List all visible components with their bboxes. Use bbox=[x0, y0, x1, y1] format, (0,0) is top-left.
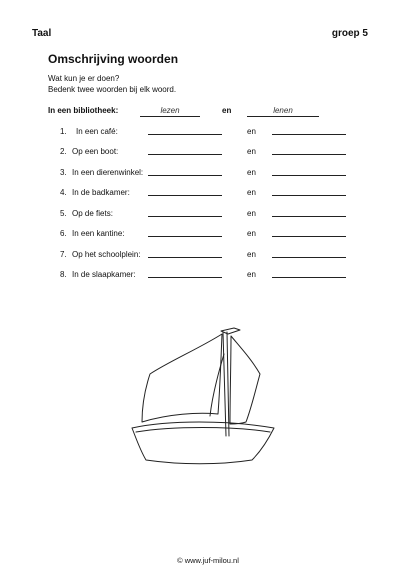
row-label: In de slaapkamer: bbox=[72, 270, 136, 279]
example-line-2 bbox=[247, 116, 319, 117]
answer-line-2[interactable] bbox=[272, 236, 346, 237]
row-en: en bbox=[247, 168, 256, 177]
answer-line-2[interactable] bbox=[272, 195, 346, 196]
answer-line-2[interactable] bbox=[272, 134, 346, 135]
page-title: Omschrijving woorden bbox=[48, 52, 179, 66]
row-en: en bbox=[247, 270, 256, 279]
row-label: In een dierenwinkel: bbox=[72, 168, 144, 177]
row-number: 7. bbox=[60, 250, 67, 259]
answer-line-1[interactable] bbox=[148, 277, 222, 278]
copyright-footer: © www.juf-milou.nl bbox=[177, 556, 239, 565]
row-number: 3. bbox=[60, 168, 67, 177]
intro-instruction: Bedenk twee woorden bij elk woord. bbox=[48, 85, 177, 94]
answer-line-2[interactable] bbox=[272, 216, 346, 217]
answer-line-2[interactable] bbox=[272, 154, 346, 155]
row-number: 8. bbox=[60, 270, 67, 279]
answer-line-1[interactable] bbox=[148, 195, 222, 196]
row-label: Op het schoolplein: bbox=[72, 250, 141, 259]
row-number: 1. bbox=[60, 127, 67, 136]
answer-line-1[interactable] bbox=[148, 175, 222, 176]
intro-question: Wat kun je er doen? bbox=[48, 74, 120, 83]
row-en: en bbox=[247, 188, 256, 197]
row-label: Op een boot: bbox=[72, 147, 119, 156]
grade-label: groep 5 bbox=[331, 28, 368, 39]
row-en: en bbox=[247, 147, 256, 156]
row-en: en bbox=[247, 209, 256, 218]
answer-line-1[interactable] bbox=[148, 216, 222, 217]
answer-line-1[interactable] bbox=[148, 134, 222, 135]
row-number: 2. bbox=[60, 147, 67, 156]
row-label: In een kantine: bbox=[72, 229, 125, 238]
row-en: en bbox=[247, 250, 256, 259]
answer-line-1[interactable] bbox=[148, 236, 222, 237]
example-line-1 bbox=[140, 116, 200, 117]
answer-line-1[interactable] bbox=[148, 257, 222, 258]
row-en: en bbox=[247, 127, 256, 136]
row-number: 5. bbox=[60, 209, 67, 218]
row-label: Op de fiets: bbox=[72, 209, 113, 218]
answer-line-1[interactable] bbox=[148, 154, 222, 155]
row-label: In de badkamer: bbox=[72, 188, 130, 197]
answer-line-2[interactable] bbox=[272, 257, 346, 258]
row-label: In een café: bbox=[76, 127, 118, 136]
example-answer-2: lenen bbox=[273, 106, 293, 115]
answer-line-2[interactable] bbox=[272, 175, 346, 176]
example-label: In een bibliotheek: bbox=[48, 106, 119, 115]
row-number: 6. bbox=[60, 229, 67, 238]
example-answer-1: lezen bbox=[160, 106, 180, 115]
subject-label: Taal bbox=[32, 28, 52, 39]
answer-line-2[interactable] bbox=[272, 277, 346, 278]
row-en: en bbox=[247, 229, 256, 238]
row-number: 4. bbox=[60, 188, 67, 197]
sailboat-illustration bbox=[128, 318, 280, 468]
example-en: en bbox=[222, 106, 232, 115]
